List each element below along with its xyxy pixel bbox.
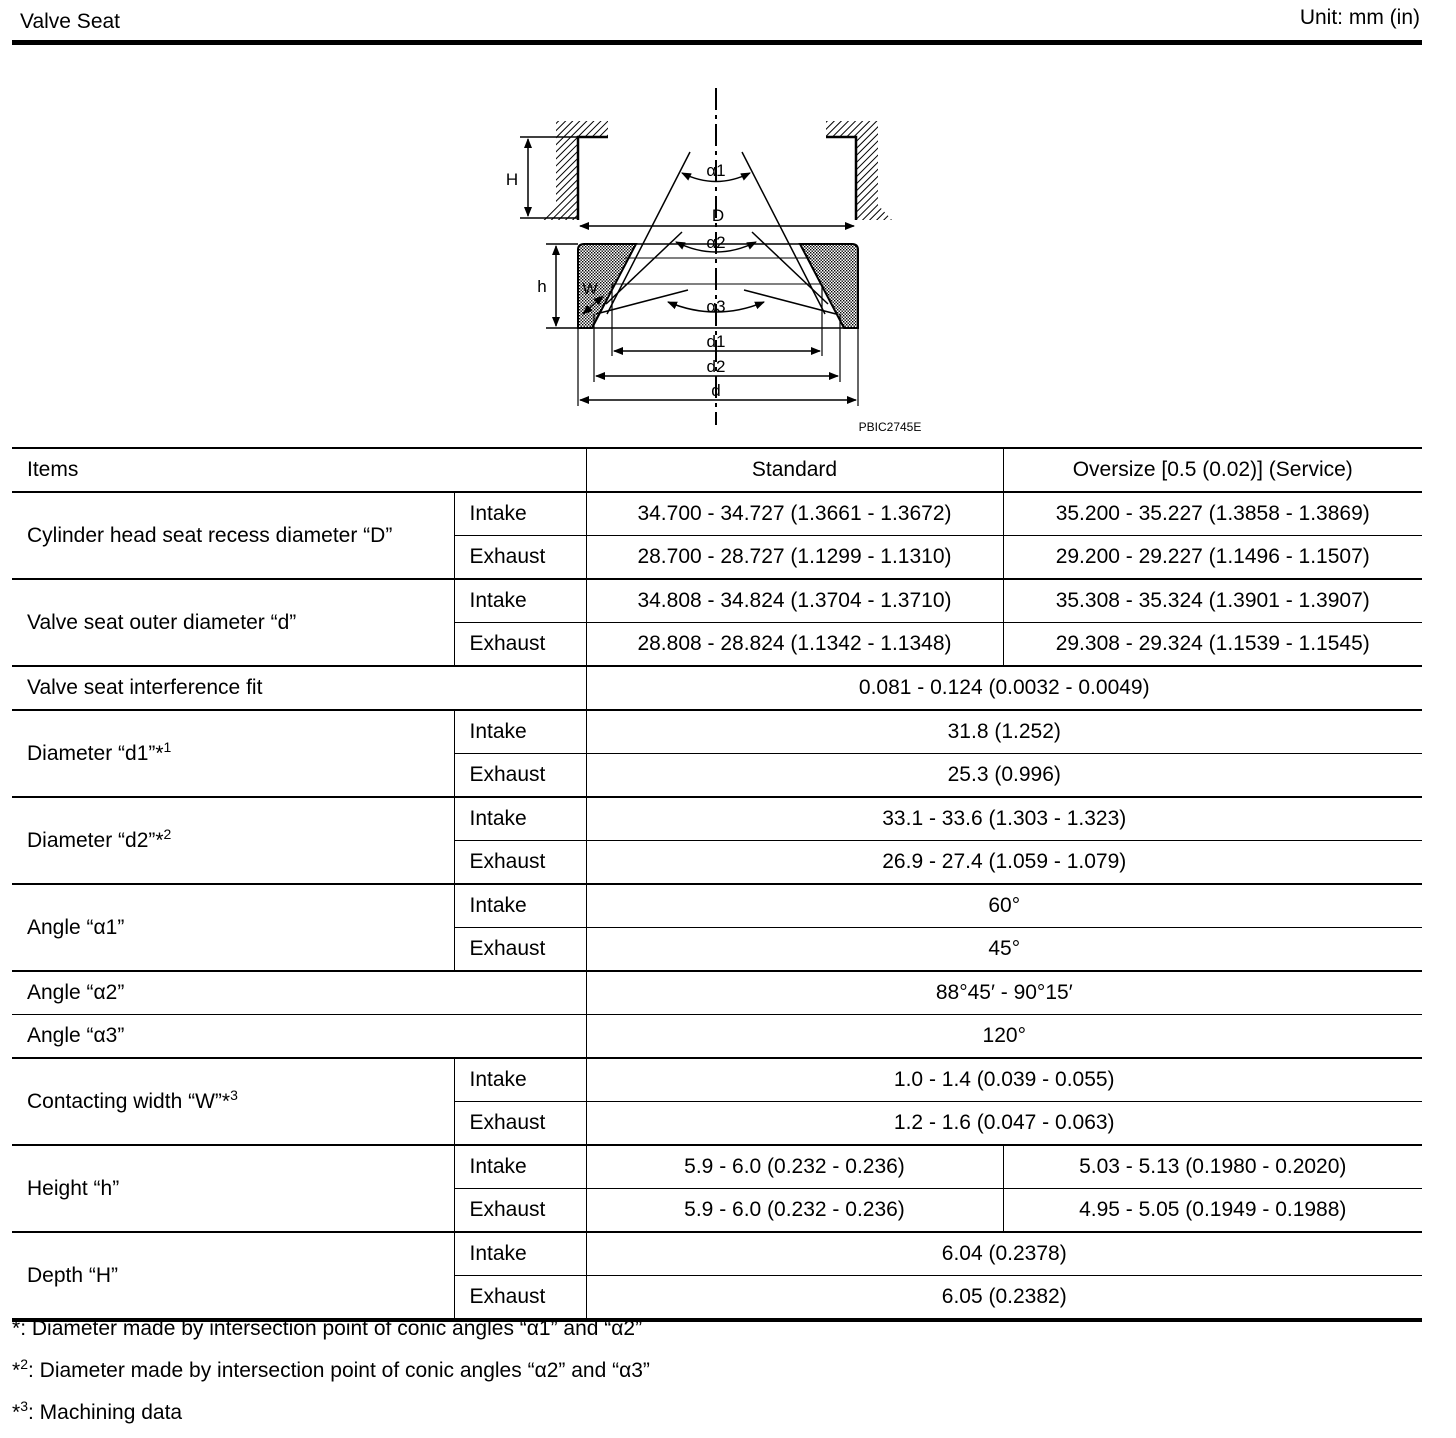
row-label-text: Contacting width “W”* [27, 1089, 231, 1113]
value-cell: 29.200 - 29.227 (1.1496 - 1.1507) [1003, 536, 1422, 580]
value-cell: 28.808 - 28.824 (1.1342 - 1.1348) [586, 623, 1003, 667]
row-label: Height “h” [12, 1145, 454, 1232]
footnote-text: : Diameter made by intersection point of conic angles “α2” and “α3” [27, 1359, 650, 1382]
value-cell: 31.8 (1.252) [586, 710, 1422, 754]
row-label [12, 797, 454, 884]
row-label: Depth “H” [12, 1232, 454, 1320]
value-cell: 29.308 - 29.324 (1.1539 - 1.1545) [1003, 623, 1422, 667]
row-label [12, 1058, 454, 1145]
footnote-ref: 3 [230, 1086, 238, 1103]
sub-label: Intake [454, 797, 586, 841]
sub-label: Intake [454, 492, 586, 536]
footnote-3 [12, 1396, 650, 1438]
footnote-sup: 3 [20, 1398, 28, 1414]
footnote-sup: 2 [20, 1356, 28, 1372]
sub-label: Exhaust [454, 841, 586, 885]
label-d2: d2 [706, 357, 726, 376]
row-label [12, 710, 454, 797]
label-d1: d1 [706, 332, 726, 351]
row-label: Cylinder head seat recess diameter “D” [12, 492, 454, 579]
label-alpha1: α1 [706, 161, 726, 180]
footnotes [12, 1312, 650, 1438]
footnote-text: : Machining data [27, 1401, 183, 1424]
footnote-mark: * [12, 1317, 21, 1340]
valve-seat-spec-table [12, 447, 1422, 1322]
label-alpha2: α2 [706, 233, 726, 252]
value-cell: 45° [586, 928, 1422, 972]
sub-label: Intake [454, 1232, 586, 1276]
row-label-text: Diameter “d2”* [27, 828, 164, 852]
value-cell: 26.9 - 27.4 (1.059 - 1.079) [586, 841, 1422, 885]
footnote-text: : Diameter made by intersection point of conic angles “α1” and “α2” [20, 1317, 643, 1340]
diagram-svg [500, 80, 940, 445]
table-row [12, 797, 1422, 841]
value-cell: 6.05 (0.2382) [586, 1276, 1422, 1321]
table-row [12, 1015, 1422, 1059]
header-items: Items [12, 448, 586, 492]
value-cell: 5.03 - 5.13 (0.1980 - 0.2020) [1003, 1145, 1422, 1189]
label-D: D [711, 206, 725, 225]
footnote-mark: * [12, 1359, 21, 1382]
sub-label: Intake [454, 710, 586, 754]
table-row [12, 666, 1422, 710]
sub-label: Exhaust [454, 754, 586, 798]
valve-seat-diagram [500, 80, 940, 445]
value-cell: 6.04 (0.2378) [586, 1232, 1422, 1276]
sub-label: Exhaust [454, 1189, 586, 1233]
table-row [12, 492, 1422, 536]
value-cell: 4.95 - 5.05 (0.1949 - 0.1988) [1003, 1189, 1422, 1233]
label-H: H [505, 170, 519, 189]
sub-label: Exhaust [454, 1102, 586, 1146]
value-cell: 5.9 - 6.0 (0.232 - 0.236) [586, 1145, 1003, 1189]
sub-label: Exhaust [454, 536, 586, 580]
table-row [12, 710, 1422, 754]
value-cell: 88°45′ - 90°15′ [586, 971, 1422, 1015]
value-cell: 33.1 - 33.6 (1.303 - 1.323) [586, 797, 1422, 841]
label-d: d [711, 381, 721, 400]
value-cell: 28.700 - 28.727 (1.1299 - 1.1310) [586, 536, 1003, 580]
value-cell: 0.081 - 0.124 (0.0032 - 0.0049) [586, 666, 1422, 710]
label-alpha3: α3 [706, 297, 726, 316]
table-header-row [12, 448, 1422, 492]
page-header [12, 0, 1422, 45]
row-label: Angle “α1” [12, 884, 454, 971]
value-cell: 5.9 - 6.0 (0.232 - 0.236) [586, 1189, 1003, 1233]
sub-label: Exhaust [454, 623, 586, 667]
footnote-2 [12, 1354, 650, 1396]
figure-code: PBIC2745E [858, 420, 922, 434]
table-row [12, 579, 1422, 623]
value-cell: 35.200 - 35.227 (1.3858 - 1.3869) [1003, 492, 1422, 536]
header-oversize: Oversize [0.5 (0.02)] (Service) [1003, 448, 1422, 492]
row-label: Valve seat interference fit [12, 666, 586, 710]
row-label-text: Diameter “d1”* [27, 741, 164, 765]
label-h: h [537, 277, 547, 296]
row-label: Angle “α2” [12, 971, 586, 1015]
table-row [12, 1145, 1422, 1189]
header-standard: Standard [586, 448, 1003, 492]
value-cell: 60° [586, 884, 1422, 928]
value-cell: 34.700 - 34.727 (1.3661 - 1.3672) [586, 492, 1003, 536]
value-cell: 1.2 - 1.6 (0.047 - 0.063) [586, 1102, 1422, 1146]
sub-label: Intake [454, 1058, 586, 1102]
sub-label: Exhaust [454, 928, 586, 972]
table-row [12, 971, 1422, 1015]
table-row [12, 1232, 1422, 1276]
sub-label: Intake [454, 1145, 586, 1189]
footnote-ref: 1 [163, 738, 172, 755]
sub-label: Intake [454, 884, 586, 928]
value-cell: 34.808 - 34.824 (1.3704 - 1.3710) [586, 579, 1003, 623]
page-title: Valve Seat [20, 10, 121, 33]
sub-label: Exhaust [454, 1276, 586, 1321]
footnote-mark: * [12, 1401, 21, 1424]
table-row [12, 884, 1422, 928]
row-label: Angle “α3” [12, 1015, 586, 1059]
table-row [12, 1058, 1422, 1102]
value-cell: 120° [586, 1015, 1422, 1059]
value-cell: 35.308 - 35.324 (1.3901 - 1.3907) [1003, 579, 1422, 623]
row-label: Valve seat outer diameter “d” [12, 579, 454, 666]
value-cell: 25.3 (0.996) [586, 754, 1422, 798]
footnote-1 [12, 1312, 650, 1354]
sub-label: Intake [454, 579, 586, 623]
unit-label: Unit: mm (in) [1299, 6, 1420, 29]
label-W: W [582, 281, 598, 298]
value-cell: 1.0 - 1.4 (0.039 - 0.055) [586, 1058, 1422, 1102]
footnote-ref: 2 [163, 825, 172, 842]
